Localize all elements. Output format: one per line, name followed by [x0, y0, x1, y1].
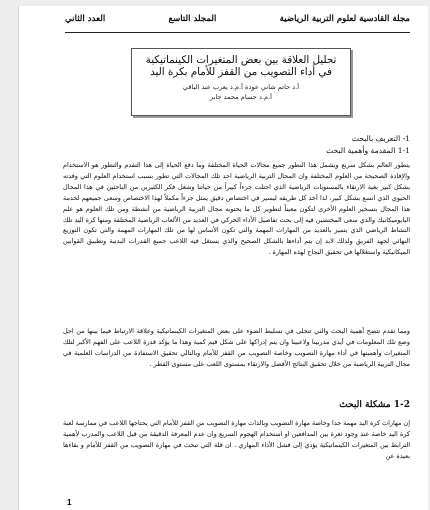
section-heading-1: 1- التعريف بالبحث — [351, 134, 410, 143]
title-box — [131, 48, 351, 116]
issue-label: العدد الثاني — [65, 14, 106, 24]
paper-title-line-2: في أداء التصويب من القفز للأمام بكرة اليد — [150, 66, 332, 78]
paragraph-intro: يتطور العالم بشكل سريع ويشمل هذا التطور جميع مجالات الحياة المختلفة وما دفع الحياة إلى هذا التقدم والتطور هو الاستخدام والإفادة الصحيحة من العلوم المختلفة وان المجال التربية الرياضية احد تلك المجالات التي تطور بسبب استخدام العلوم التي وفدته بشكل كبير بغية الارتقاء بالمستويات الرياضية الذي احتلت جزءاً كبيراً من حياتنا وشغل فكر الكثيرين من الباحثين في هذا المجال الحيوي الذي اتسع بشكل كبير، لذا أخذ كل طريقه ليسير في اختصاص دقيق يمثل جزءاً مكملاً لهذا الاختصاص وسعى جميعهم لخدمة هذا المجال بتسخير العلوم الأخرى لتكون معيناً لتطوير كل ما يحتويه مجال التربية الرياضية من أنشطة ومن تلك العلوم هو علم البايوميكانيك والذي سعى المختصين فيه إلى بحث تفاصيل الأداء الحركي في العديد من الألعاب الرياضية المختلفة ومنها كرة اليد تلك النشاط الرياضي الذي يتميز بالعديد من المهارات المهمة والتي تكون الأساس لها من تلك المهارات المهمة والتي تكون التوزيع النهائي لجهد الفريق ولذلك لابد إن يتم أداءها بالشكل الصحيح والذي يستغل فيه اللاعب جميع القدرات البدنية وتطبيق القوانين الميكانيكية واستغلالها في تحقيق النجاح لهذه المهارة . — [63, 161, 410, 257]
section-heading-1-1: 1-1 المقدمة وأهمية البحث — [326, 146, 410, 155]
running-header — [65, 14, 410, 24]
authors-line-1: أ.د حاتم شاني عودة أ.م.د يعرب عبد الباقي — [182, 83, 300, 91]
authors-line-2: أ.م.د جسام محمد جابر — [210, 93, 272, 101]
paper-title-line-1: تحليل العلاقة بين بعض المتغيرات الكينماتيكية — [145, 54, 337, 66]
section-heading-1-2: 1-2 مشكلة البحث — [339, 400, 410, 410]
document-page — [18, 6, 428, 510]
volume-label: المجلد التاسع — [168, 14, 217, 24]
paragraph-importance: ومما تقدم تتضح أهمية البحث والتي تتجلى في تسليط الضوء على بعض المتغيرات الكينماتيكية وعلاقة الارتباط فيما بينها من اجل وضع تلك المعلومات في أيدي مدربينا ولاعبينا وان يتم إدراكها على شكل قيم كمية وهذا ما يؤكد قدرة اللاعب على الفهم الأكبر لتلك المتغيرات وأهميتها في أداء مهارة التصويب وخاصة التصويب من القفز للأمام وبالتالي تحقيق الاستفادة من الدراسات العلمية في مجال التربية الرياضية من خلال تحقيق النتائج الأفضل والارتقاء بمستوى اللعب على مستوى القطر . — [63, 327, 410, 368]
journal-name: مجلة القادسية لعلوم التربية الرياضية — [279, 14, 410, 24]
page-number: 1 — [67, 498, 72, 507]
paragraph-problem: إن مهارات كرة اليد مهمة جدا وخاصة مهارة التصويب وبالذات مهارة التصويب من القفز للأمام التي يحتاجها اللاعب في ممارسة لعبة كرة اليد خاصة عند وجود ثغرة بين المدافعين او استخدام الهجوم السريع وان عدم المعرفة الدقيقة من قبل اللاعب والمدرب لأهمية الترابط بين المتغيرات الكينماتيكية يؤدي إلى فشل الأداء المهاري ، ان قلة التي تبحث في مهارة التصويب من القفز للأمام و بقاءها بعيدة عن — [63, 419, 410, 460]
header-divider — [65, 32, 410, 33]
